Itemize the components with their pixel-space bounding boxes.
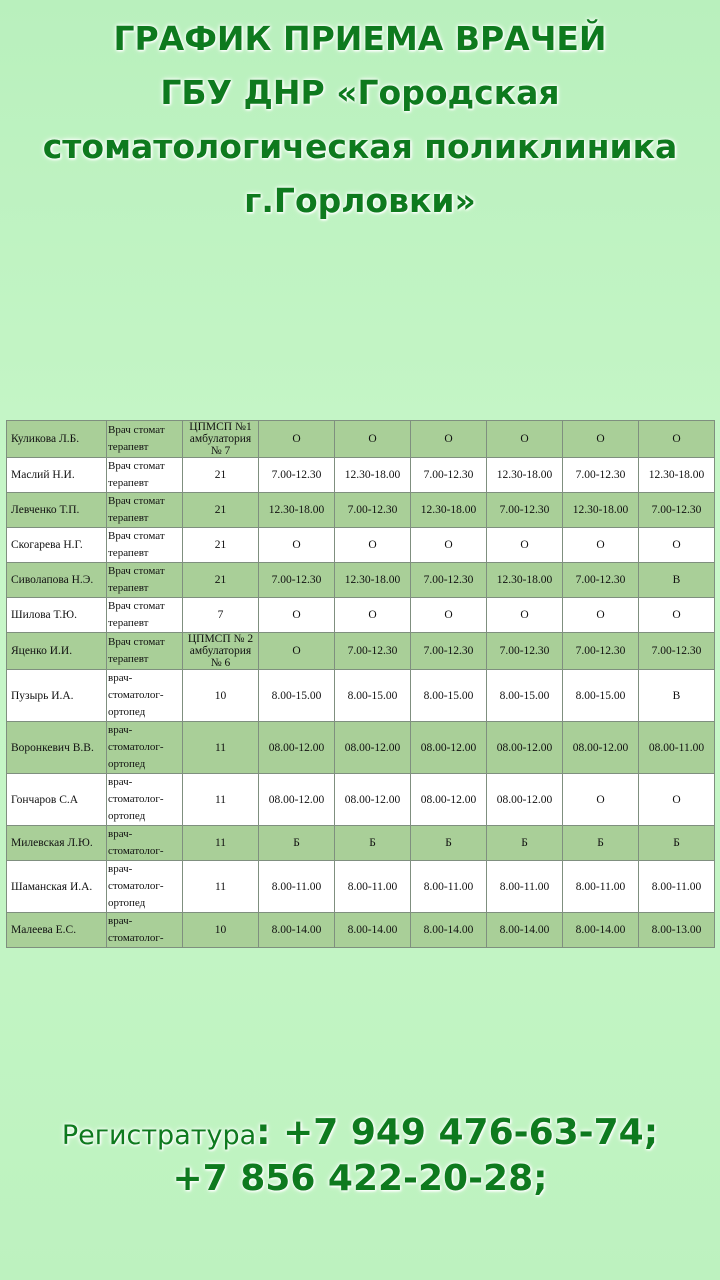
schedule-cell: 8.00-13.00 [639, 913, 715, 948]
doctor-specialty [107, 774, 183, 826]
schedule-cell: Б [335, 826, 411, 861]
table-row [7, 421, 715, 458]
cabinet [183, 670, 259, 722]
schedule-cell: Б [259, 826, 335, 861]
schedule-cell: Б [487, 826, 563, 861]
specialty-line: Врач стомат [108, 565, 165, 577]
doctor-name: Малеева Е.С. [7, 913, 107, 948]
schedule-cell: О [259, 633, 335, 670]
cabinet [183, 458, 259, 493]
schedule-cell: 8.00-14.00 [335, 913, 411, 948]
doctor-specialty [107, 493, 183, 528]
schedule-cell: 7.00-12.30 [411, 563, 487, 598]
cabinet-line: 11 [214, 880, 227, 893]
schedule-cell: О [563, 774, 639, 826]
schedule-cell: О [639, 421, 715, 458]
schedule-cell: 7.00-12.30 [639, 633, 715, 670]
schedule-cell: О [411, 421, 487, 458]
schedule-cell: 08.00-12.00 [335, 774, 411, 826]
specialty-line: стоматолог- [108, 880, 164, 892]
schedule-cell: О [259, 598, 335, 633]
schedule-cell: 8.00-15.00 [487, 670, 563, 722]
schedule-cell: 08.00-12.00 [259, 722, 335, 774]
specialty-line: врач- [108, 776, 133, 788]
schedule-cell: 08.00-12.00 [259, 774, 335, 826]
doctor-specialty [107, 913, 183, 948]
registry-phone-1[interactable]: : +7 949 476-63-74; [256, 1112, 659, 1153]
schedule-cell: 12.30-18.00 [335, 563, 411, 598]
specialty-line: Врач стомат [108, 600, 165, 612]
schedule-cell: 8.00-11.00 [487, 861, 563, 913]
schedule-cell: О [563, 528, 639, 563]
cabinet-line: ЦПМСП № 2 [187, 633, 254, 645]
cabinet-line: амбулатория [189, 645, 252, 657]
schedule-cell: 8.00-14.00 [411, 913, 487, 948]
cabinet [183, 774, 259, 826]
schedule-cell: 08.00-12.00 [487, 722, 563, 774]
schedule-cell: 7.00-12.30 [563, 563, 639, 598]
doctor-name: Шилова Т.Ю. [7, 598, 107, 633]
title-line-2: ГБУ ДНР «Городская [160, 73, 560, 112]
cabinet [183, 528, 259, 563]
cabinet-line: № 6 [210, 657, 231, 669]
schedule-cell: 8.00-15.00 [563, 670, 639, 722]
table-row [7, 528, 715, 563]
schedule-cell: 12.30-18.00 [411, 493, 487, 528]
title-line-3: стоматологическая поликлиника [42, 127, 678, 166]
specialty-line: стоматолог- [108, 845, 164, 857]
doctor-specialty [107, 861, 183, 913]
schedule-cell: Б [639, 826, 715, 861]
title-line-4: г.Горловки» [244, 181, 476, 220]
cabinet-line: 11 [214, 837, 227, 849]
schedule-cell: 08.00-12.00 [411, 722, 487, 774]
page-title [0, 12, 720, 228]
schedule-cell: 8.00-15.00 [335, 670, 411, 722]
specialty-line: Врач стомат [108, 530, 165, 542]
table-row [7, 826, 715, 861]
table-row [7, 722, 715, 774]
cabinet [183, 493, 259, 528]
cabinet-line: 7 [217, 609, 224, 621]
cabinet-line: ЦПМСП №1 [189, 421, 252, 433]
schedule-cell: 8.00-11.00 [411, 861, 487, 913]
doctor-specialty [107, 722, 183, 774]
schedule-cell: 12.30-18.00 [563, 493, 639, 528]
doctor-specialty [107, 458, 183, 493]
doctor-name: Милевская Л.Ю. [7, 826, 107, 861]
schedule-cell: 08.00-12.00 [487, 774, 563, 826]
schedule-cell: 7.00-12.30 [259, 458, 335, 493]
table-row [7, 774, 715, 826]
schedule-cell: О [487, 598, 563, 633]
cabinet-line: 11 [214, 793, 227, 806]
schedule-cell: 8.00-11.00 [563, 861, 639, 913]
schedule-cell: О [563, 598, 639, 633]
doctor-specialty [107, 633, 183, 670]
schedule-body [7, 421, 715, 948]
schedule-cell: 7.00-12.30 [411, 633, 487, 670]
schedule-cell: 08.00-12.00 [335, 722, 411, 774]
schedule-cell: О [487, 528, 563, 563]
schedule-cell: О [259, 528, 335, 563]
specialty-line: врач- [108, 672, 133, 684]
specialty-line: терапевт [108, 477, 149, 489]
schedule-cell: О [563, 421, 639, 458]
schedule-cell: 08.00-12.00 [411, 774, 487, 826]
schedule-cell: О [335, 598, 411, 633]
doctor-specialty [107, 421, 183, 458]
schedule-cell: О [335, 421, 411, 458]
cabinet-line: 21 [214, 574, 227, 586]
schedule-cell: Б [411, 826, 487, 861]
schedule-cell: 08.00-12.00 [563, 722, 639, 774]
specialty-line: терапевт [108, 582, 149, 594]
schedule-cell: 7.00-12.30 [563, 458, 639, 493]
specialty-line: врач- [108, 724, 133, 736]
table-row [7, 598, 715, 633]
cabinet-line: № 7 [210, 445, 231, 457]
specialty-line: ортопед [108, 706, 146, 718]
doctor-name: Скогарева Н.Г. [7, 528, 107, 563]
specialty-line: Врач стомат [108, 424, 165, 436]
cabinet-line: 10 [214, 689, 227, 702]
schedule-cell: 12.30-18.00 [335, 458, 411, 493]
schedule-cell: 7.00-12.30 [335, 633, 411, 670]
schedule-cell: Б [563, 826, 639, 861]
specialty-line: врач- [108, 828, 133, 840]
cabinet-line: 10 [214, 924, 227, 936]
schedule-cell: 7.00-12.30 [487, 493, 563, 528]
doctor-name: Левченко Т.П. [7, 493, 107, 528]
registry-line-1 [0, 1112, 720, 1153]
schedule-cell: 12.30-18.00 [487, 458, 563, 493]
doctor-specialty [107, 528, 183, 563]
doctor-name: Гончаров С.А [7, 774, 107, 826]
schedule-cell: 8.00-15.00 [411, 670, 487, 722]
cabinet-line: 11 [214, 741, 227, 754]
schedule-cell: 7.00-12.30 [639, 493, 715, 528]
schedule-cell: О [639, 598, 715, 633]
cabinet-line: 21 [214, 469, 227, 481]
table-row [7, 633, 715, 670]
doctor-name: Яценко И.И. [7, 633, 107, 670]
schedule-cell: 8.00-11.00 [639, 861, 715, 913]
schedule-cell: О [259, 421, 335, 458]
registry-phone-2[interactable]: +7 856 422-20-28; [172, 1158, 548, 1199]
schedule-cell: 12.30-18.00 [639, 458, 715, 493]
schedule-cell: В [639, 563, 715, 598]
cabinet [183, 421, 259, 458]
table-row [7, 861, 715, 913]
schedule-cell: О [335, 528, 411, 563]
doctor-specialty [107, 826, 183, 861]
cabinet-line: 21 [214, 539, 227, 551]
specialty-line: стоматолог- [108, 793, 164, 805]
doctor-name: Куликова Л.Б. [7, 421, 107, 458]
cabinet [183, 722, 259, 774]
specialty-line: ортопед [108, 758, 146, 770]
schedule-cell: 08.00-11.00 [639, 722, 715, 774]
specialty-line: стоматолог- [108, 932, 164, 944]
schedule-cell: 12.30-18.00 [259, 493, 335, 528]
cabinet-line: амбулатория [189, 433, 252, 445]
schedule-cell: 8.00-14.00 [259, 913, 335, 948]
cabinet [183, 826, 259, 861]
schedule-cell: 12.30-18.00 [487, 563, 563, 598]
cabinet [183, 563, 259, 598]
doctor-name: Маслий Н.И. [7, 458, 107, 493]
specialty-line: ортопед [108, 810, 146, 822]
doctor-name: Пузырь И.А. [7, 670, 107, 722]
specialty-line: Врач стомат [108, 460, 165, 472]
specialty-line: Врач стомат [108, 495, 165, 507]
doctor-specialty [107, 670, 183, 722]
cabinet [183, 861, 259, 913]
specialty-line: стоматолог- [108, 741, 164, 753]
specialty-line: ортопед [108, 897, 146, 909]
specialty-line: терапевт [108, 653, 149, 665]
specialty-line: терапевт [108, 547, 149, 559]
doctor-specialty [107, 563, 183, 598]
table-row [7, 670, 715, 722]
schedule-cell: 8.00-14.00 [563, 913, 639, 948]
doctor-name: Сиволапова Н.Э. [7, 563, 107, 598]
schedule-cell: 8.00-11.00 [335, 861, 411, 913]
schedule-cell: 7.00-12.30 [411, 458, 487, 493]
table-row [7, 913, 715, 948]
schedule-cell: О [639, 774, 715, 826]
specialty-line: стоматолог- [108, 689, 164, 701]
registry-label: Регистратура [61, 1120, 257, 1151]
schedule-cell: О [487, 421, 563, 458]
specialty-line: терапевт [108, 441, 149, 453]
schedule-cell: 7.00-12.30 [335, 493, 411, 528]
schedule-cell: О [411, 528, 487, 563]
schedule-cell: 8.00-15.00 [259, 670, 335, 722]
schedule-cell: 8.00-11.00 [259, 861, 335, 913]
schedule-cell: О [639, 528, 715, 563]
specialty-line: терапевт [108, 617, 149, 629]
specialty-line: врач- [108, 863, 133, 875]
doctor-specialty [107, 598, 183, 633]
title-line-1: ГРАФИК ПРИЕМА ВРАЧЕЙ [113, 19, 607, 58]
specialty-line: врач- [108, 915, 133, 927]
schedule-table [6, 420, 715, 948]
cabinet-line: 21 [214, 504, 227, 516]
table-row [7, 458, 715, 493]
schedule-cell: 7.00-12.30 [487, 633, 563, 670]
cabinet [183, 598, 259, 633]
table-row [7, 563, 715, 598]
doctor-name: Шаманская И.А. [7, 861, 107, 913]
specialty-line: терапевт [108, 512, 149, 524]
specialty-line: Врач стомат [108, 636, 165, 648]
cabinet [183, 913, 259, 948]
schedule-cell: 7.00-12.30 [563, 633, 639, 670]
schedule-cell: В [639, 670, 715, 722]
cabinet [183, 633, 259, 670]
table-row [7, 493, 715, 528]
schedule-cell: О [411, 598, 487, 633]
schedule-cell: 8.00-14.00 [487, 913, 563, 948]
doctor-name: Воронкевич В.В. [7, 722, 107, 774]
schedule-cell: 7.00-12.30 [259, 563, 335, 598]
